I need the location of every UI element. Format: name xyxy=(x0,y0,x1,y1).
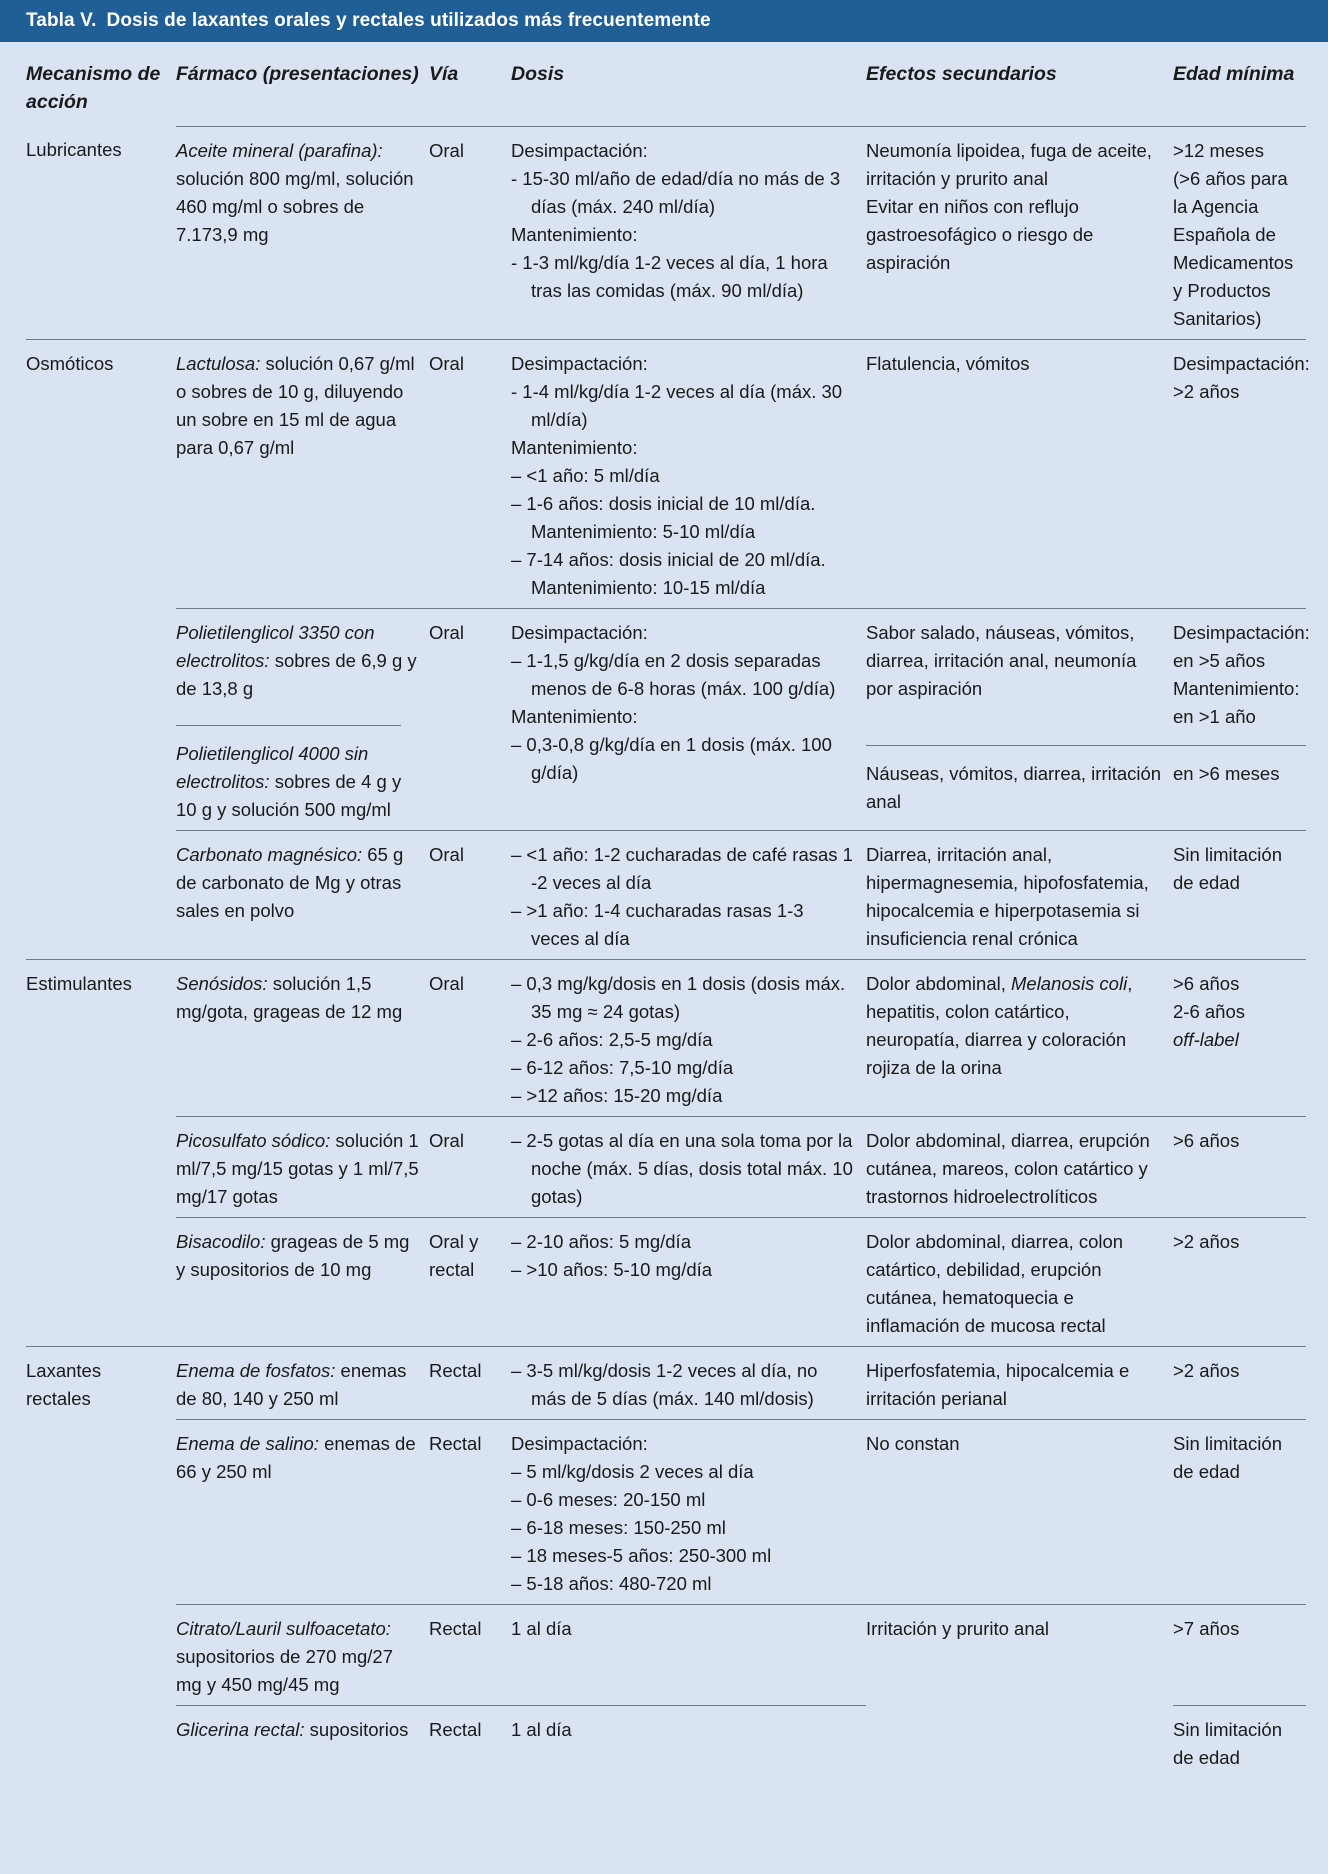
age-line: Desimpactación: en >5 años xyxy=(1173,621,1310,671)
dose-line: Desimpactación: xyxy=(511,1432,648,1454)
drug-cell xyxy=(176,608,429,830)
dose-line: Mantenimiento: xyxy=(511,223,638,245)
dose-line: – 1-1,5 g/kg/día en 2 dosis separadas menos de 6-8 horas (máx. 100 g/día) xyxy=(511,649,836,699)
drug-desc: 65 g de carbonato de Mg y otras sales en polvo xyxy=(176,843,404,921)
route-cell: Rectal xyxy=(429,1346,511,1419)
drug-desc: solución 1,5 mg/gota, grageas de 12 mg xyxy=(176,972,403,1022)
table-row xyxy=(26,1217,1306,1346)
effects-cell: Flatulencia, vómitos xyxy=(866,339,1173,608)
drug-desc: solución 0,67 g/ml o sobres de 10 g, diluyendo un sobre en 15 ml de agua para 0,67 g/ml xyxy=(176,352,415,458)
drug-desc: enemas de 66 y 250 ml xyxy=(176,1432,416,1482)
dose-line: – 7-14 años: dosis inicial de 20 ml/día. Mantenimiento: 10-15 ml/día xyxy=(511,548,826,598)
laxatives-table xyxy=(26,54,1310,1778)
drug-desc: sobres de 4 g y 10 g y solución 500 mg/ml xyxy=(176,770,402,820)
header-efectos: Efectos secundarios xyxy=(866,63,1057,85)
mechanism-cell: Laxantes rectales xyxy=(26,1346,176,1419)
table-row xyxy=(26,1705,1306,1778)
dose-line: – <1 año: 5 ml/día xyxy=(511,464,660,486)
dose-cell xyxy=(511,126,866,339)
dose-cell xyxy=(511,830,866,959)
dose-line: – 0,3 mg/kg/dosis en 1 dosis (dosis máx. 35 mg ≈ 24 gotas) xyxy=(511,972,846,1022)
drug-name: Enema de salino: xyxy=(176,1432,319,1454)
mechanism-cell xyxy=(26,1604,176,1705)
dose-line: – 18 meses-5 años: 250-300 ml xyxy=(511,1544,772,1566)
effects-cell xyxy=(866,959,1173,1116)
effects-text: Náuseas, vómitos, diarrea, irritación anal xyxy=(866,762,1162,812)
age-cell: >7 años xyxy=(1173,1604,1306,1705)
cell-divider xyxy=(176,725,401,726)
dose-cell xyxy=(511,339,866,608)
dose-line: – 2-10 años: 5 mg/día xyxy=(511,1230,691,1252)
drug-name: Senósidos: xyxy=(176,972,268,994)
drug-name: Enema de fosfatos: xyxy=(176,1359,336,1381)
mechanism-cell xyxy=(26,830,176,959)
header-dosis: Dosis xyxy=(511,63,565,85)
age-cell: Sin limitación de edad xyxy=(1173,1705,1306,1778)
age-text: en >6 meses xyxy=(1173,762,1280,784)
route-cell: Oral y rectal xyxy=(429,1217,511,1346)
dose-line: – 6-12 años: 7,5-10 mg/día xyxy=(511,1056,734,1078)
effects-cell: No constan xyxy=(866,1419,1173,1604)
drug-cell xyxy=(176,339,429,608)
dose-line: – 0-6 meses: 20-150 ml xyxy=(511,1488,706,1510)
sub-row xyxy=(866,619,1310,731)
drug-entry xyxy=(176,619,419,703)
age-line: >6 años xyxy=(1173,972,1240,994)
dose-cell: 1 al día xyxy=(511,1604,866,1705)
age-cell: >6 años xyxy=(1173,1116,1306,1217)
sub-row xyxy=(866,760,1306,816)
dose-line: – 2-6 años: 2,5-5 mg/día xyxy=(511,1028,713,1050)
age-line: off-label xyxy=(1173,1028,1239,1050)
dose-line: – 2-5 gotas al día en una sola toma por la noche (máx. 5 días, dosis total máx. 10 gotas) xyxy=(511,1129,853,1207)
age-line: (>6 años para la Agencia Española de Medicamentos y Productos Sanitarios) xyxy=(1173,167,1294,329)
effects-cell: Irritación y prurito anal xyxy=(866,1604,1173,1705)
header-farmaco: Fármaco (presentaciones) xyxy=(176,63,419,85)
dose-line: – 3-5 ml/kg/dosis 1-2 veces al día, no más de 5 días (máx. 140 ml/dosis) xyxy=(511,1359,818,1409)
drug-desc: solución 800 mg/ml, solución 460 mg/ml o sobres de 7.173,9 mg xyxy=(176,167,414,245)
dose-line: Desimpactación: xyxy=(511,621,648,643)
table-row xyxy=(26,830,1306,959)
drug-name: Citrato/Lauril sulfoacetato: xyxy=(176,1617,391,1639)
mechanism-cell xyxy=(26,608,176,830)
header-mecanismo: Mecanismo de acción xyxy=(26,63,161,113)
dose-cell xyxy=(511,1217,866,1346)
dose-line: – <1 año: 1-2 cucharadas de café rasas 1 -2 veces al día xyxy=(511,843,853,893)
table-row xyxy=(26,1116,1306,1217)
route-cell: Oral xyxy=(429,830,511,959)
age-line: >2 años xyxy=(1173,380,1240,402)
table-header-row xyxy=(26,54,1306,126)
drug-cell xyxy=(176,1116,429,1217)
drug-desc: solución 1 ml/7,5 mg/15 gotas y 1 ml/7,5 mg/17 gotas xyxy=(176,1129,419,1207)
route-cell: Oral xyxy=(429,1116,511,1217)
age-cell xyxy=(1173,126,1306,339)
route-cell: Oral xyxy=(429,339,511,608)
table-row xyxy=(26,608,1306,830)
drug-name: Picosulfato sódico: xyxy=(176,1129,331,1151)
drug-desc: supositorios de 270 mg/27 mg y 450 mg/45 mg xyxy=(176,1645,393,1695)
drug-name: Lactulosa: xyxy=(176,352,261,374)
drug-cell xyxy=(176,1604,429,1705)
table-row xyxy=(26,126,1306,339)
dose-cell: 1 al día xyxy=(511,1705,866,1778)
table-row xyxy=(26,1419,1306,1604)
effects-age-cell xyxy=(866,608,1310,830)
route-cell: Oral xyxy=(429,126,511,339)
drug-desc: supositorios xyxy=(309,1718,409,1740)
effects-cell xyxy=(866,1705,1173,1778)
dose-line: - 1-4 ml/kg/día 1-2 veces al día (máx. 30 ml/día) xyxy=(511,380,843,430)
age-cell: Sin limitación de edad xyxy=(1173,1419,1306,1604)
mechanism-cell: Osmóticos xyxy=(26,339,176,608)
route-cell: Oral xyxy=(429,959,511,1116)
dose-line: – >1 año: 1-4 cucharadas rasas 1-3 veces al día xyxy=(511,899,804,949)
table-row xyxy=(26,1604,1306,1705)
mechanism-cell xyxy=(26,1419,176,1604)
effects-text: Sabor salado, náuseas, vómitos, diarrea, irritación anal, neumonía por aspiración xyxy=(866,621,1137,699)
age-cell xyxy=(1173,959,1306,1116)
effects-cell: Hiperfosfatemia, hipocalcemia e irritación perianal xyxy=(866,1346,1173,1419)
header-edad: Edad mínima xyxy=(1173,63,1295,85)
dose-line: – 6-18 meses: 150-250 ml xyxy=(511,1516,726,1538)
drug-desc: sobres de 6,9 g y de 13,8 g xyxy=(176,649,417,699)
dose-line: Mantenimiento: xyxy=(511,436,638,458)
mechanism-cell xyxy=(26,1116,176,1217)
age-cell xyxy=(1173,339,1310,608)
dose-line: - 15-30 ml/año de edad/día no más de 3 días (máx. 240 ml/día) xyxy=(511,167,841,217)
drug-entry xyxy=(176,740,419,824)
route-cell: Rectal xyxy=(429,1419,511,1604)
age-line: Desimpactación: xyxy=(1173,352,1310,374)
route-cell: Rectal xyxy=(429,1604,511,1705)
dose-line: – 1-6 años: dosis inicial de 10 ml/día. Mantenimiento: 5-10 ml/día xyxy=(511,492,816,542)
cell-divider xyxy=(866,745,1306,746)
drug-desc: enemas de 80, 140 y 250 ml xyxy=(176,1359,407,1409)
age-line: Mantenimiento: en >1 año xyxy=(1173,677,1300,727)
drug-cell xyxy=(176,126,429,339)
table-row xyxy=(26,1346,1306,1419)
dose-line: – 5-18 años: 480-720 ml xyxy=(511,1572,712,1594)
drug-cell xyxy=(176,1419,429,1604)
mechanism-cell xyxy=(26,1705,176,1778)
effects-text-em: Melanosis coli xyxy=(1011,972,1128,994)
drug-cell xyxy=(176,1705,429,1778)
table-row xyxy=(26,339,1306,608)
drug-name: Carbonato magnésico: xyxy=(176,843,363,865)
dose-line: - 1-3 ml/kg/día 1-2 veces al día, 1 hora tras las comidas (máx. 90 ml/día) xyxy=(511,251,828,301)
drug-cell xyxy=(176,830,429,959)
table-row xyxy=(26,959,1306,1116)
dose-cell xyxy=(511,959,866,1116)
effects-cell: Diarrea, irritación anal, hipermagnesemia, hipofosfatemia, hipocalcemia e hiperpotasemia si insuficiencia renal crónica xyxy=(866,830,1173,959)
age-line: 2-6 años xyxy=(1173,1000,1245,1022)
table-title: Dosis de laxantes orales y rectales utilizados más frecuentemente xyxy=(106,10,711,31)
effects-cell: Dolor abdominal, diarrea, colon catártico, debilidad, erupción cutánea, hematoquecia e inflamación de mucosa rectal xyxy=(866,1217,1173,1346)
effects-line: Evitar en niños con reflujo gastroesofágico o riesgo de aspiración xyxy=(866,195,1094,273)
drug-name: Polietilenglicol 4000 sin electrolitos: xyxy=(176,742,369,792)
drug-desc: grageas de 5 mg y supositorios de 10 mg xyxy=(176,1230,410,1280)
dose-line: – 0,3-0,8 g/kg/día en 1 dosis (máx. 100 g/día) xyxy=(511,733,832,783)
dose-cell xyxy=(511,1346,866,1419)
mechanism-cell: Lubricantes xyxy=(26,139,122,160)
drug-cell xyxy=(176,1346,429,1419)
dose-line: Mantenimiento: xyxy=(511,705,638,727)
route-cell: Oral xyxy=(429,608,511,830)
effects-text: , hepatitis, colon catártico, neuropatía, diarrea y coloración rojiza de la orina xyxy=(866,972,1133,1078)
age-cell: >2 años xyxy=(1173,1217,1306,1346)
effects-line: Neumonía lipoidea, fuga de aceite, irritación y prurito anal xyxy=(866,139,1152,189)
effects-cell xyxy=(866,126,1173,339)
age-cell: Sin limitación de edad xyxy=(1173,830,1306,959)
dose-line: – >10 años: 5-10 mg/día xyxy=(511,1258,713,1280)
drug-cell xyxy=(176,1217,429,1346)
route-cell: Rectal xyxy=(429,1705,511,1778)
table-title-bar xyxy=(0,0,1328,42)
age-cell: >2 años xyxy=(1173,1346,1306,1419)
drug-name: Bisacodilo: xyxy=(176,1230,266,1252)
dose-cell xyxy=(511,1116,866,1217)
header-via: Vía xyxy=(429,63,459,85)
dose-cell xyxy=(511,1419,866,1604)
age-line: >12 meses xyxy=(1173,139,1265,161)
mechanism-cell xyxy=(26,1217,176,1346)
mechanism-cell: Estimulantes xyxy=(26,959,176,1116)
dose-line: Desimpactación: xyxy=(511,139,648,161)
dose-cell xyxy=(511,608,866,830)
dose-line: – 5 ml/kg/dosis 2 veces al día xyxy=(511,1460,754,1482)
drug-name: Polietilenglicol 3350 con electrolitos: xyxy=(176,621,375,671)
dose-line: Desimpactación: xyxy=(511,352,648,374)
effects-text: Dolor abdominal, xyxy=(866,972,1006,994)
drug-name: Aceite mineral (parafina): xyxy=(176,139,383,161)
effects-cell: Dolor abdominal, diarrea, erupción cutánea, mareos, colon catártico y trastornos hidroelectrolíticos xyxy=(866,1116,1173,1217)
age-text xyxy=(1173,619,1310,731)
drug-name: Glicerina rectal: xyxy=(176,1718,305,1740)
drug-cell xyxy=(176,959,429,1116)
dose-line: – >12 años: 15-20 mg/día xyxy=(511,1084,723,1106)
table-number: Tabla V. xyxy=(26,10,97,31)
